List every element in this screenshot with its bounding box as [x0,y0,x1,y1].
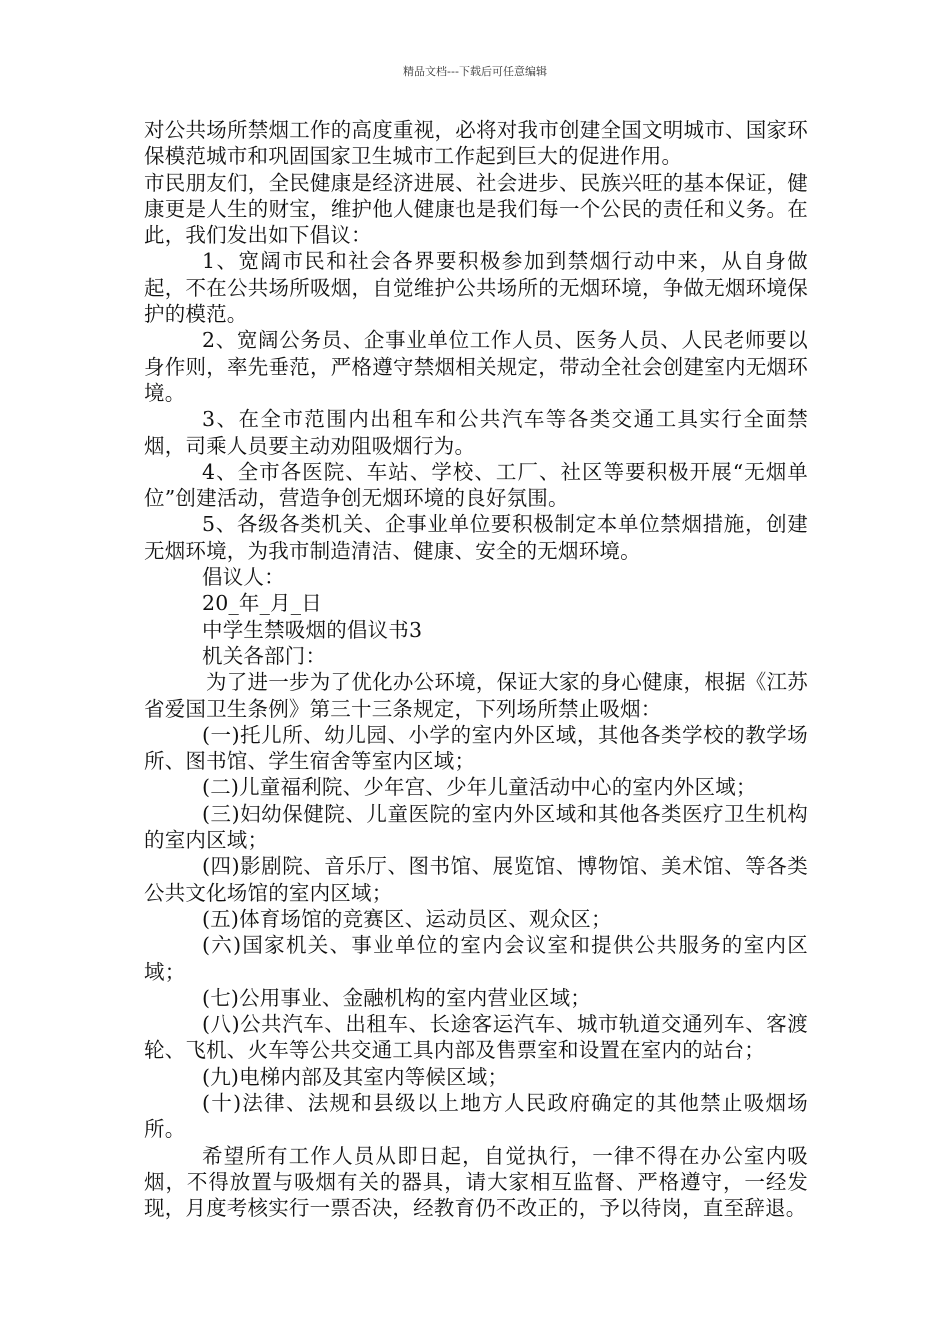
date-line: 20_年_月_日 [202,591,322,616]
paragraph: 为了进一步为了优化办公环境，保证大家的身心健康，根据《江苏省爱国卫生条例》第三十三条规定，下列场所禁止吸烟： [144,670,808,721]
list-item: (二)儿童福利院、少年宫、少年儿童活动中心的室内外区域； [202,775,757,800]
list-item: (一)托儿所、幼儿园、小学的室内外区域，其他各类学校的教学场所、图书馆、学生宿舍等室内区域； [144,722,808,774]
section-title: 中学生禁吸烟的倡议书3 [202,617,423,642]
proposal-item-4: 4、全市各医院、车站、学校、工厂、社区等要积极开展“无烟单位”创建活动，营造争创无烟环境的良好氛围。 [144,459,808,511]
proposal-item-2: 2、宽阔公务员、企事业单位工作人员、医务人员、人民老师要以身作则，率先垂范，严格遵守禁烟相关规定，带动全社会创建室内无烟环境。 [144,328,808,405]
proposal-item-1: 1、宽阔市民和社会各界要积极参加到禁烟行动中来，从自身做起，不在公共场所吸烟，自觉维护公共场所的无烟环境，争做无烟环境保护的模范。 [144,249,808,327]
document-body [144,117,808,1221]
list-item: (九)电梯内部及其室内等候区域； [202,1064,509,1089]
signatory-label: 倡议人： [202,565,285,590]
list-item: (六)国家机关、事业单位的室内会议室和提供公共服务的室内区域； [144,933,808,984]
list-item: (四)影剧院、音乐厅、图书馆、展览馆、博物馆、美术馆、等各类公共文化场馆的室内区域； [144,854,808,905]
page-header: 精品文档---下载后可任意编辑 [403,65,547,78]
list-item: (七)公用事业、金融机构的室内营业区域； [202,985,591,1010]
paragraph: 希望所有工作人员从即日起，自觉执行，一律不得在办公室内吸烟，不得放置与吸烟有关的器具，请大家相互监督、严格遵守，一经发现，月度考核实行一票否决，经教育仍不改正的，予以待岗，直至辞退。 [144,1143,808,1221]
list-item: (五)体育场馆的竞赛区、运动员区、观众区； [202,906,612,931]
list-item: (八)公共汽车、出租车、长途客运汽车、城市轨道交通列车、客渡轮、飞机、火车等公共交通工具内部及售票室和设置在室内的站台； [144,1012,808,1063]
list-item: (三)妇幼保健院、儿童医院的室内外区域和其他各类医疗卫生机构的室内区域； [144,801,808,853]
list-item: (十)法律、法规和县级以上地方人民政府确定的其他禁止吸烟场所。 [144,1090,808,1142]
salutation: 机关各部门： [202,643,327,668]
proposal-item-3: 3、在全市范围内出租车和公共汽车等各类交通工具实行全面禁烟，司乘人员要主动劝阻吸烟行为。 [144,407,808,458]
paragraph: 市民朋友们，全民健康是经济进展、社会进步、民族兴旺的基本保证，健康更是人生的财宝，维护他人健康也是我们每一个公民的责任和义务。在此，我们发出如下倡议： [144,170,808,248]
paragraph: 对公共场所禁烟工作的高度重视，必将对我市创建全国文明城市、国家环保模范城市和巩固国家卫生城市工作起到巨大的促进作用。 [144,118,808,169]
proposal-item-5: 5、各级各类机关、企事业单位要积极制定本单位禁烟措施，创建无烟环境，为我市制造清洁、健康、安全的无烟环境。 [144,512,808,563]
